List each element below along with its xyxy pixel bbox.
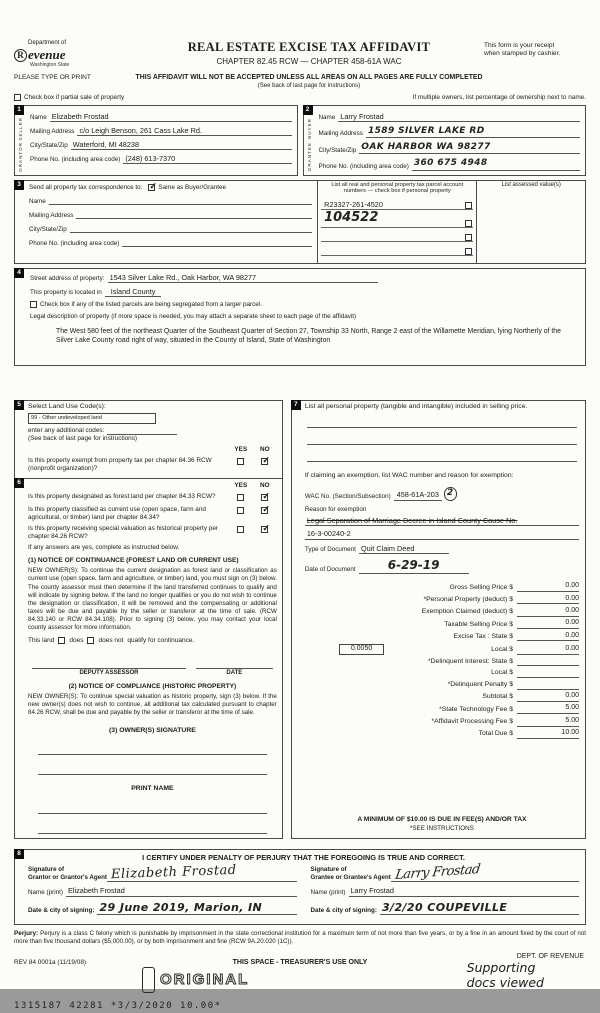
does-label: does bbox=[69, 636, 84, 644]
does-not-qualify-checkbox[interactable] bbox=[87, 637, 94, 644]
check-icon: ✓ bbox=[149, 181, 157, 192]
multiple-owners-note: If multiple owners, list percentage of ownership next to name. bbox=[412, 93, 586, 101]
forest-yes-checkbox[interactable] bbox=[237, 494, 244, 501]
legal-description-label: Legal description of property (if more space is needed, you may attach a separate sheet to each page of the affidavit) bbox=[30, 312, 357, 320]
stamp-mark-icon bbox=[142, 967, 155, 993]
fee-label: *Affidavit Processing Fee $ bbox=[431, 718, 513, 726]
personal-property-checkbox-1[interactable] bbox=[465, 202, 472, 209]
fee-label: *Personal Property (deduct) $ bbox=[423, 595, 513, 603]
buyer-name-value[interactable]: Larry Frostad bbox=[338, 112, 580, 122]
check-icon: ✓ bbox=[262, 491, 270, 502]
exempt-no-checkbox[interactable] bbox=[261, 455, 270, 466]
additional-codes-input[interactable] bbox=[107, 427, 177, 435]
does-qualify-checkbox[interactable] bbox=[58, 637, 65, 644]
grantor-agent-label: Grantor or Grantor's Agent bbox=[28, 874, 107, 882]
certification-section bbox=[14, 849, 586, 925]
seller-sidebar-grantor: GRANTOR bbox=[18, 142, 24, 173]
street-address-value[interactable]: 1543 Silver Lake Rd., Oak Harbor, WA 98277 bbox=[108, 273, 378, 283]
fee-value[interactable] bbox=[517, 669, 579, 678]
seller-address-label: Mailing Address bbox=[30, 128, 75, 136]
grantor-name-print-label: Name (print) bbox=[28, 888, 63, 896]
section-8-number: 8 bbox=[14, 849, 24, 859]
section-7-number: 7 bbox=[291, 400, 301, 410]
buyer-address-value[interactable]: 1589 SILVER LAKE RD bbox=[366, 126, 580, 138]
buyer-phone-label: Phone No. (including area code) bbox=[318, 162, 409, 170]
partial-sale-label: Check box if partial sale of property bbox=[24, 93, 125, 101]
exempt-question: Is this property exempt from property tax per chapter 84.36 RCW (nonprofit organization)? bbox=[28, 457, 212, 473]
grantor-date-city-label: Date & city of signing: bbox=[28, 907, 95, 915]
notice-compliance-title: (2) NOTICE OF COMPLIANCE (HISTORIC PROPERTY) bbox=[68, 682, 237, 690]
same-as-buyer-checkbox[interactable] bbox=[148, 181, 157, 192]
parcel-number-1[interactable]: R23327-261-4520 bbox=[324, 200, 383, 210]
grantor-date-city-value[interactable]: 29 June 2019, Marion, IN bbox=[97, 901, 296, 916]
current-use-question: Is this property classified as current use (open space, farm and agricultural, or timber) land per chapter 84.34? bbox=[28, 506, 206, 522]
type-of-document-value[interactable]: Quit Claim Deed bbox=[359, 544, 449, 554]
grantee-agent-label: Grantee or Grantee's Agent bbox=[310, 874, 391, 882]
fee-value[interactable]: 0.00 bbox=[517, 632, 579, 642]
exemption-reason-line1[interactable]: Legal Separation of Marriage Decree in Island County Cause No. bbox=[305, 516, 579, 526]
buyer-address-label: Mailing Address bbox=[318, 130, 363, 138]
land-use-code-field[interactable] bbox=[28, 413, 156, 424]
corr-address-label: Mailing Address bbox=[29, 211, 74, 219]
personal-property-line-3[interactable] bbox=[307, 452, 577, 462]
logo-revenue bbox=[14, 48, 134, 63]
land-use-title: Select Land Use Code(s): bbox=[28, 402, 106, 410]
if-yes-note: If any answers are yes, complete as instructed below. bbox=[28, 544, 180, 552]
parcel-area bbox=[317, 181, 585, 263]
partial-sale-checkbox[interactable] bbox=[14, 94, 21, 101]
treasurer-use-label: THIS SPACE - TREASURER'S USE ONLY bbox=[232, 959, 368, 967]
exemption-label: If claiming an exemption, list WAC number and reason for exemption: bbox=[304, 472, 514, 480]
certify-statement: I CERTIFY UNDER PENALTY OF PERJURY THAT THE FOREGOING IS TRUE AND CORRECT. bbox=[142, 852, 465, 862]
yes-header-5: YES bbox=[234, 446, 248, 454]
yes-header-6: YES bbox=[234, 482, 248, 490]
fee-label: Local $ bbox=[491, 669, 513, 677]
supporting-docs-line1: Supporting bbox=[466, 960, 536, 976]
fee-label: *Delinquent Penalty $ bbox=[447, 681, 513, 689]
section-5-number: 5 bbox=[14, 400, 24, 410]
corr-csz-label: City/State/Zip bbox=[29, 225, 67, 233]
print-name-line-1[interactable] bbox=[38, 804, 267, 814]
corr-csz-input[interactable] bbox=[70, 223, 312, 233]
does-not-label: does not bbox=[98, 636, 124, 644]
seller-address-value[interactable]: c/o Leigh Benson, 261 Cass Lake Rd. bbox=[77, 126, 291, 136]
property-location-section bbox=[14, 268, 586, 366]
grantor-signature-block bbox=[28, 862, 297, 915]
seller-sidebar bbox=[15, 117, 27, 173]
owners-signature-title: (3) OWNER(S) SIGNATURE bbox=[109, 726, 196, 734]
middle-columns bbox=[14, 400, 586, 839]
fee-value[interactable]: 0.00 bbox=[517, 645, 579, 655]
personal-property-checkbox-2[interactable] bbox=[465, 220, 472, 227]
fee-value[interactable]: 10.00 bbox=[517, 729, 579, 739]
date-of-document-value[interactable]: 6-29-19 bbox=[359, 558, 469, 574]
section-1-number: 1 bbox=[14, 105, 24, 115]
fee-value[interactable]: 5.00 bbox=[517, 717, 579, 727]
grantee-signature-block bbox=[310, 862, 580, 915]
buyer-sidebar bbox=[304, 117, 316, 173]
grantee-printed-name[interactable]: Larry Frostad bbox=[349, 886, 580, 896]
correspondence-fields bbox=[15, 181, 317, 263]
fee-value[interactable]: 0.00 bbox=[517, 607, 579, 617]
historic-yes-checkbox[interactable] bbox=[237, 526, 244, 533]
exempt-yes-checkbox[interactable] bbox=[237, 458, 244, 465]
supporting-docs-line2: docs viewed bbox=[466, 974, 544, 990]
section-4-number: 4 bbox=[14, 268, 24, 278]
fee-label: Taxable Selling Price $ bbox=[444, 620, 513, 628]
corr-name-label: Name bbox=[29, 197, 46, 205]
grantee-signature-of-label: Signature of bbox=[310, 866, 347, 874]
seller-grantor-section bbox=[14, 105, 298, 176]
land-use-code-value: 99 - Other undeveloped land bbox=[31, 415, 102, 422]
personal-property-checkbox-4[interactable] bbox=[465, 248, 472, 255]
date-of-document-label: Date of Document bbox=[304, 565, 356, 573]
wac-number-label: WAC No. (Section/Subsection) bbox=[304, 492, 391, 500]
seller-csz-value[interactable]: Waterford, MI 48238 bbox=[71, 140, 292, 150]
fee-value[interactable]: 0.00 bbox=[517, 692, 579, 702]
forest-land-section bbox=[15, 478, 282, 834]
form-header bbox=[14, 40, 586, 91]
notice-continuance-body: NEW OWNER(S): To continue the current designation as forest land or classification as current use (open space, farm and agriculture, or timber) land, you must sign on (3) below. The county assessor must then determine if the land transferred continues to qualify and will indicate by signing below. If the land no longer qualifies or you do not wish to continue the designation or classification, it will be removed and the compensating or additional taxes will be due and payable by the seller or transferor at the time of sale. (RCW 84.33.140 or RCW 84.34.108). Prior to signing (3) below, you may contact your local county assessor for more information. bbox=[28, 567, 277, 631]
grantee-signature[interactable]: Larry Frostad bbox=[393, 862, 481, 884]
qualify-label: qualify for continuance. bbox=[127, 636, 195, 644]
buyer-grantee-section bbox=[303, 105, 587, 176]
see-back-note-5: (See back of last page for instructions) bbox=[28, 435, 138, 443]
parties-row bbox=[14, 105, 586, 176]
historic-question: Is this property receiving special valuation as historical property per chapter 84.26 RCW? bbox=[28, 525, 219, 541]
owner-signature-line-1[interactable] bbox=[38, 745, 267, 755]
forest-no-checkbox[interactable] bbox=[261, 491, 270, 502]
print-name-line-2[interactable] bbox=[38, 824, 267, 834]
grantor-printed-name[interactable]: Elizabeth Frostad bbox=[66, 886, 297, 896]
fee-label: Subtotal $ bbox=[482, 693, 513, 701]
seller-sidebar-seller: SELLER bbox=[18, 117, 24, 141]
fee-value[interactable] bbox=[517, 681, 579, 690]
historic-no-checkbox[interactable] bbox=[261, 523, 270, 534]
personal-property-checkbox-3[interactable] bbox=[465, 234, 472, 241]
section-6-number: 6 bbox=[14, 478, 24, 488]
check-icon: ✓ bbox=[262, 504, 270, 515]
buyer-name-label: Name bbox=[318, 114, 336, 121]
notice-continuance-title: (1) NOTICE OF CONTINUANCE (FOREST LAND OR CURRENT USE) bbox=[28, 557, 239, 565]
receipt-note bbox=[484, 40, 586, 58]
grantor-signature[interactable]: Elizabeth Frostad bbox=[110, 862, 237, 883]
type-of-document-label: Type of Document bbox=[304, 545, 356, 553]
grantee-date-city-label: Date & city of signing: bbox=[310, 907, 377, 915]
not-accepted-warning: THIS AFFIDAVIT WILL NOT BE ACCEPTED UNLESS ALL AREAS ON ALL PAGES ARE FULLY COMPLETED bbox=[135, 73, 483, 81]
segregated-checkbox[interactable] bbox=[30, 301, 37, 308]
this-land-label: This land bbox=[28, 636, 55, 644]
wac-number-value[interactable]: 458-61A-203 bbox=[394, 490, 442, 500]
print-name-title: PRINT NAME bbox=[131, 785, 174, 793]
form-number: REV 84 0001a (11/19/08) bbox=[14, 959, 87, 967]
reason-for-exemption-label: Reason for exemption bbox=[304, 505, 367, 513]
seller-csz-label: City/State/Zip bbox=[30, 142, 68, 150]
notice-compliance-body: NEW OWNER(S): To continue special valuation as historic property, sign (3) below. If the new owner(s) does not wish to continue, all additional tax calculated pursuant to chapter 84.26 RCW, shall be due and payable by the seller or transferor at the time of sale. bbox=[28, 692, 277, 716]
fee-value[interactable]: 0.00 bbox=[517, 595, 579, 605]
personal-property-line-2[interactable] bbox=[307, 435, 577, 445]
see-instructions-note: *SEE INSTRUCTIONS bbox=[409, 825, 474, 833]
perjury-text: Perjury is a class C felony which is punishable by imprisonment in the state correctional institution for a maximum term of not more than five years, or by a fine in an amount fixed by the court of not more than five thousand dollars ($5,000.00), or by both imprisonment and fine (RCW 9A.20.020 (1C)). bbox=[14, 929, 586, 946]
additional-codes-label: enter any additional codes: bbox=[28, 427, 105, 435]
forest-land-question: Is this property designated as forest land per chapter 84.33 RCW? bbox=[28, 493, 216, 501]
buyer-csz-value[interactable]: OAK HARBOR WA 98277 bbox=[359, 142, 580, 154]
fee-value[interactable]: 0.00 bbox=[517, 619, 579, 629]
exemption-reason-line2[interactable]: 16-3-00240-2 bbox=[305, 529, 579, 539]
corr-phone-input[interactable] bbox=[122, 237, 312, 247]
check-icon: ✓ bbox=[262, 455, 270, 466]
corr-name-input[interactable] bbox=[49, 195, 312, 205]
perjury-notice bbox=[14, 930, 586, 946]
receipt-note-line1: This form is your receipt bbox=[484, 42, 555, 49]
seller-name-label: Name bbox=[30, 114, 47, 121]
fee-value[interactable]: 0.00 bbox=[517, 582, 579, 592]
form-subtitle: CHAPTER 82.45 RCW — CHAPTER 458-61A WAC bbox=[216, 56, 402, 66]
see-back-note: (See back of last page for instructions) bbox=[257, 83, 361, 90]
corr-address-input[interactable] bbox=[76, 209, 312, 219]
form-title: REAL ESTATE EXCISE TAX AFFIDAVIT bbox=[187, 40, 431, 54]
original-stamp: ORIGINAL bbox=[160, 970, 250, 988]
logo-department-of: Department of bbox=[28, 40, 67, 46]
perjury-label: Perjury: bbox=[14, 929, 39, 937]
section-2-number: 2 bbox=[303, 105, 313, 115]
tax-correspondence-section bbox=[14, 180, 586, 264]
buyer-sidebar-buyer: BUYER bbox=[306, 118, 312, 140]
located-in-label: This property is located in bbox=[30, 288, 102, 296]
fee-label: Total Due $ bbox=[478, 730, 513, 738]
selling-price-section bbox=[291, 400, 586, 839]
title-block bbox=[134, 40, 484, 91]
same-as-buyer-label: Same as Buyer/Grantee bbox=[158, 183, 226, 191]
dept-of-revenue-label: DEPT. OF REVENUE bbox=[516, 953, 584, 961]
fee-label: *State Technology Fee $ bbox=[439, 705, 513, 713]
grantee-name-print-label: Name (print) bbox=[310, 888, 346, 896]
assessed-values-column bbox=[477, 181, 585, 263]
fee-label: Local $ bbox=[491, 646, 513, 654]
parcel-list-header: List all real and personal property tax parcel account numbers — check box if personal property bbox=[331, 181, 464, 195]
please-type-or-print: PLEASE TYPE OR PRINT bbox=[14, 74, 91, 82]
fee-label: Excise Tax : State $ bbox=[453, 632, 513, 640]
send-correspondence-label: Send all property tax correspondence to: bbox=[29, 183, 143, 191]
original-stamp-area bbox=[142, 967, 249, 993]
legal-description-value[interactable]: The West 580 feet of the northeast Quarter of the Southeast Quarter of Section 27, Township 33 North, Range 2 east of the Willamette Meridian, lying Northerly of the Silver Lake County road right of way, situated in the County of Island, State of Washington bbox=[56, 327, 561, 344]
section-3-number: 3 bbox=[14, 180, 24, 190]
wac-subsection-handwritten[interactable]: 2 bbox=[444, 487, 457, 500]
street-address-label: Street address of property: bbox=[30, 274, 105, 282]
check-icon: ✓ bbox=[262, 523, 270, 534]
deputy-assessor-label: DEPUTY ASSESSOR bbox=[79, 670, 139, 677]
personal-property-line-1[interactable] bbox=[307, 418, 577, 428]
fee-label: *Delinquent Interest: State $ bbox=[427, 657, 513, 665]
fee-value[interactable] bbox=[517, 657, 579, 666]
fee-value[interactable]: 5.00 bbox=[517, 704, 579, 714]
local-rate-box[interactable]: 0.0050 bbox=[339, 644, 384, 655]
segregated-label: Check box if any of the listed parcels are being segregated from a larger parcel. bbox=[40, 300, 262, 308]
personal-property-label: List all personal property (tangible and intangible) included in selling price. bbox=[304, 402, 528, 410]
logo-washington-state: Washington State bbox=[30, 62, 70, 69]
partial-sale-row bbox=[14, 94, 586, 102]
current-use-yes-checkbox[interactable] bbox=[237, 507, 244, 514]
fee-table bbox=[305, 580, 579, 739]
assessor-date-label: DATE bbox=[226, 670, 243, 677]
seller-phone-label: Phone No. (including area code) bbox=[30, 156, 121, 164]
no-header-5: NO bbox=[260, 446, 270, 454]
revenue-r-icon: R bbox=[14, 49, 27, 62]
grantor-signature-of-label: Signature of bbox=[28, 866, 65, 874]
fee-label: Exemption Claimed (deduct) $ bbox=[421, 608, 513, 616]
left-column bbox=[14, 400, 283, 839]
buyer-sidebar-grantee: GRANTEE bbox=[306, 141, 312, 172]
receipt-note-line2: when stamped by cashier. bbox=[484, 50, 561, 58]
dor-logo bbox=[14, 40, 134, 82]
corr-phone-label: Phone No. (including area code) bbox=[29, 239, 120, 247]
supporting-docs-note bbox=[467, 961, 544, 990]
assessed-values-header: List assessed value(s) bbox=[501, 181, 561, 188]
footer-row bbox=[14, 951, 586, 999]
current-use-no-checkbox[interactable] bbox=[261, 504, 270, 515]
parcel-number-2[interactable]: 104522 bbox=[324, 210, 379, 226]
located-county-value[interactable]: Island County bbox=[105, 287, 162, 297]
seller-name-value[interactable]: Elizabeth Frostad bbox=[50, 112, 292, 122]
assessor-date-line[interactable] bbox=[196, 659, 273, 669]
seller-phone-value[interactable]: (248) 613-7370 bbox=[123, 154, 291, 164]
deputy-assessor-signature-line[interactable] bbox=[32, 659, 186, 669]
logo-revenue-text: evenue bbox=[28, 46, 66, 62]
parcel-list bbox=[318, 181, 477, 263]
grantee-date-city-value[interactable]: 3/2/20 COUPEVILLE bbox=[380, 901, 579, 916]
cashier-stamp-line: 1315187 42281 *3/3/2020 10.00* bbox=[14, 1001, 222, 1012]
buyer-phone-value[interactable]: 360 675 4948 bbox=[412, 158, 580, 170]
buyer-csz-label: City/State/Zip bbox=[318, 146, 357, 154]
minimum-due-note: A MINIMUM OF $10.00 IS DUE IN FEE(S) AND/OR TAX bbox=[357, 815, 527, 823]
owner-signature-line-2[interactable] bbox=[38, 765, 267, 775]
fee-label: Gross Selling Price $ bbox=[449, 583, 513, 591]
no-header-6: NO bbox=[260, 482, 270, 490]
